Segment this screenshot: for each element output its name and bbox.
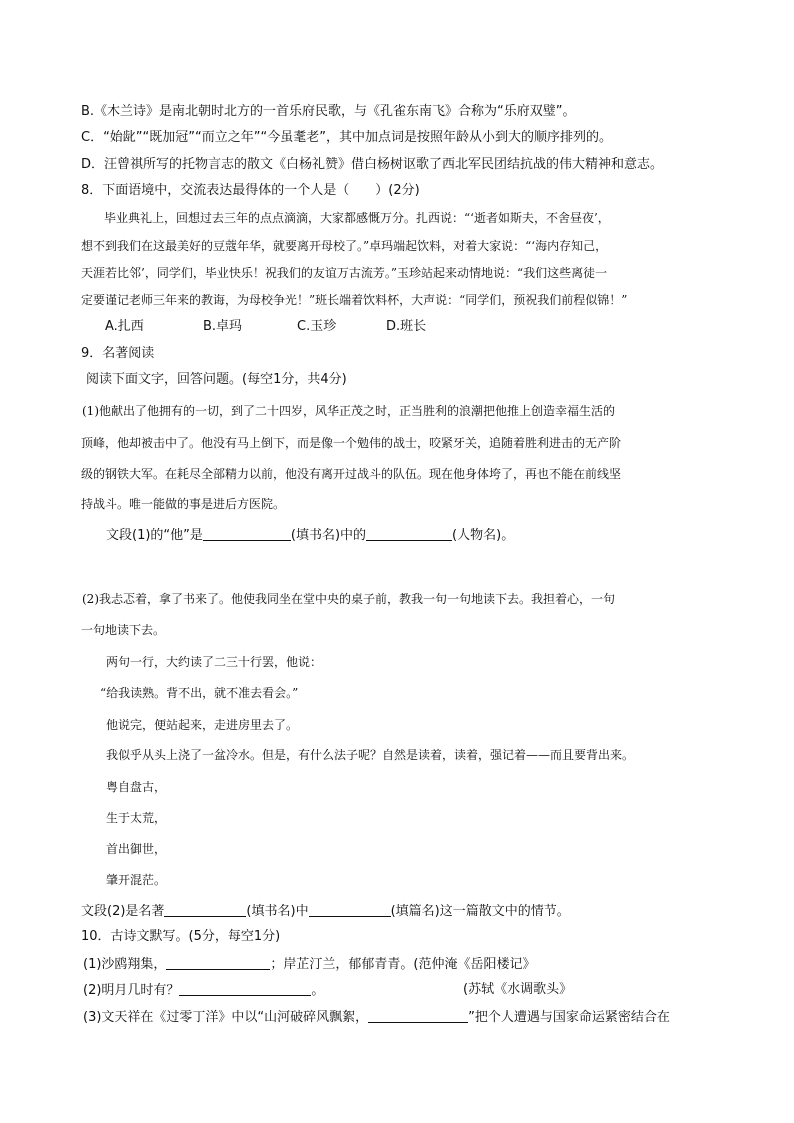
option-a: A.扎西: [105, 319, 144, 334]
passage2-line: 粤自盘古，: [106, 780, 167, 794]
passage1-line: 持战斗。唯一能做的事是进后方医院。: [81, 497, 286, 511]
passage2-line: 一句地读下去。: [81, 623, 166, 637]
passage2-line: 他说完，便站起来，走进房里去了。: [106, 718, 299, 732]
blank-book-title[interactable]: [203, 526, 291, 541]
fill-text: 文段(1)的“他”是: [106, 528, 203, 543]
passage2-line: “给我读熟。背不出，就不准去看会。”: [100, 686, 299, 700]
passage2-line: 我似乎从头上浇了一盆冷水。但是，有什么法子呢？自然是读着，读着，强记着——而且要背出来。: [106, 748, 635, 762]
blank-book-title[interactable]: [164, 902, 246, 917]
line-option-c: C．“始龀”“既加冠”“而立之年”“今虽耄老”，其中加点词是按照年龄从小到大的顺序排列的。: [81, 130, 612, 145]
fill-text: ；岸芷汀兰，郁郁青青。(范仲淹《岳阳楼记》: [270, 957, 536, 972]
fill-in-passage1: [106, 526, 514, 545]
passage2-line: 肇开混茫。: [106, 873, 167, 887]
fill-text: (填书名)中的: [290, 528, 367, 543]
line-option-b: B.《木兰诗》是南北朝时北方的一首乐府民歌，与《孔雀东南飞》合称为“乐府双璧”。: [81, 104, 576, 119]
passage1-line: 级的钢铁大军。在耗尽全部精力以前，他没有离开过战斗的队伍。现在他身体垮了，再也不能在前线坚: [81, 467, 622, 481]
option-d: D.班长: [386, 319, 427, 334]
fill-text: (人物名)。: [452, 528, 515, 543]
passage2-line: 两句一行，大约读了二三十行罢，他说：: [106, 655, 323, 669]
question-10: 10．古诗文默写。(5分，每空1分): [81, 929, 281, 944]
blank-essay-title[interactable]: [309, 902, 391, 917]
option-b: B.卓玛: [203, 319, 243, 334]
fill-text: (填书名)中: [246, 904, 309, 919]
fill-text: (3)文天祥在《过零丁洋》中以“山河破碎风飘絮，: [83, 1010, 369, 1025]
passage1-line: (1)他献出了他拥有的一切，到了二十四岁，风华正茂之时，正当胜利的浪潮把他推上创造幸福生活的: [82, 404, 616, 418]
fill-text: 文段(2)是名著: [81, 904, 165, 919]
fill-text: (1)沙鸥翔集，: [83, 957, 167, 972]
q10-item-1: [83, 955, 536, 974]
question-9: 9．名著阅读: [81, 346, 155, 361]
q10-item-2: [83, 981, 324, 1000]
passage2-line: 生于太荒，: [106, 811, 167, 825]
q8-passage-line: 想不到我们在这最美好的豆蔻年华，就要离开母校了。”卓玛端起饮料，对着大家说：“‘海内存知己，: [81, 239, 608, 253]
line-option-d: D．汪曾祺所写的托物言志的散文《白杨礼赞》借白杨树讴歌了西北军民团结抗战的伟大精神和意志。: [81, 157, 664, 172]
option-c: C.玉珍: [297, 319, 337, 334]
q8-passage-line: 定要谨记老师三年来的教诲，为母校争光！”班长端着饮料杯，大声说：“同学们，预祝我们前程似锦！”: [81, 293, 628, 307]
fill-text: ”把个人遭遇与国家命运紧密结合在: [468, 1010, 670, 1025]
passage2-line: 首出御世，: [106, 842, 167, 856]
fill-text: (填篇名)这一篇散文中的情节。: [390, 904, 570, 919]
q10-item-2-source: (苏轼《水调歌头》: [463, 982, 573, 997]
blank-poem-line[interactable]: [179, 981, 311, 996]
blank-poem-line[interactable]: [166, 955, 270, 970]
fill-text: 。: [311, 983, 325, 998]
passage1-line: 顶峰，他却被击中了。他没有马上倒下，而是像一个勉伟的战士，咬紧牙关，追随着胜利进击的无产阶: [81, 436, 622, 450]
q8-passage-line: 天涯若比邻’，同学们，毕业快乐！祝我们的友谊万古流芳。”玉珍站起来动情地说：“我们这些离徒一: [81, 266, 608, 280]
question-9-intro: 阅读下面文字，回答问题。(每空1分，共4分): [86, 372, 347, 387]
passage2-line: (2)我忐忑着，拿了书来了。他使我同坐在堂中央的桌子前，教我一句一句地读下去。我担着心，一句: [82, 592, 616, 606]
fill-text: (2)明月几时有？: [83, 983, 180, 998]
question-8: 8．下面语境中，交流表达最得体的一个人是（ ）(2分): [81, 183, 420, 198]
q8-passage-line: 毕业典礼上，回想过去三年的点点滴滴，大家都感慨万分。扎西说：“‘逝者如斯夫，不舍昼夜’，: [104, 211, 610, 225]
blank-character-name[interactable]: [366, 526, 452, 541]
blank-poem-line[interactable]: [368, 1008, 468, 1023]
q10-item-3: [83, 1008, 670, 1027]
fill-in-passage2: [81, 902, 570, 921]
